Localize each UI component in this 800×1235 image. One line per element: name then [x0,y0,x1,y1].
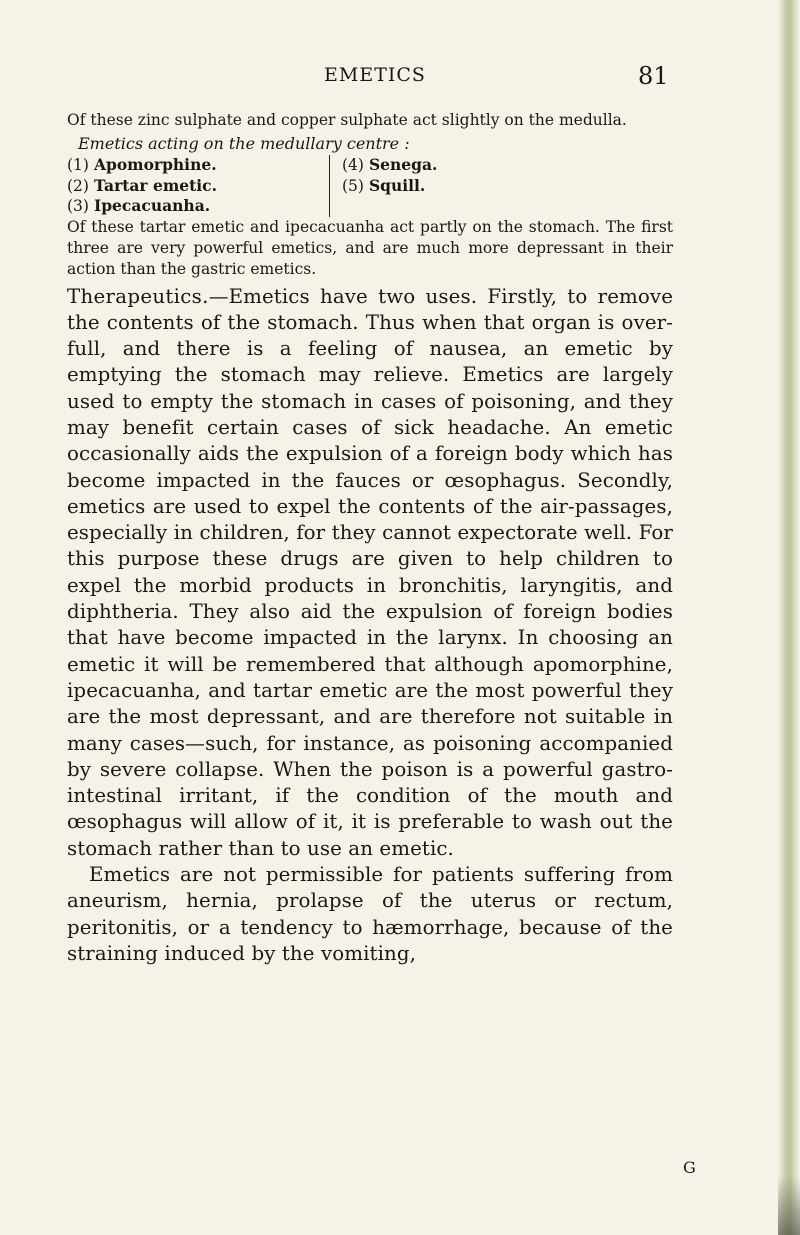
therapeutics-heading: Therapeutics. [67,284,209,308]
running-header [0,62,778,96]
page-binding-edge [778,0,800,1235]
therapeutics-text: —Emetics have two uses. Firstly, to remove the contents of the stomach. Thus when that organ is over-full, and there is a feeling of nausea, an emetic by emptying the stomach may relieve. Emetics are largely used to empty the stomach in cases of poisoning, and they may benefit certain cases of sick headache. An emetic occasionally aids the expulsion of a foreign body which has become impacted in the fauces or œsophagus. Secondly, emetics are used to expel the contents of the air-passages, especially in children, for they cannot expectorate well. For this purpose these drugs are given to help children to expel the morbid products in bronchitis, laryngitis, and diphtheria. They also aid the expulsion of foreign bodies that have become impacted in the larynx. In choosing an emetic it will be remembered that although apomorphine, ipecacuanha, and tartar emetic are the most powerful they are the most depressant, and are therefore not suitable in many cases—such, for instance, as poisoning accompanied by severe collapse. When the poison is a powerful gastro-intestinal irritant, if the condition of the mouth and œsophagus will allow of it, it is preferable to wash out the stomach rather than to use an emetic. [67,284,673,860]
contraindications-paragraph: Emetics are not permissible for patients suffering from aneurism, hernia, prolapse of the uterus or rectum, peritonitis, or a tendency to hæmorrhage, because of the straining induced by the vomiting, [67,863,673,965]
drug-column-right [330,155,437,217]
page-content [67,110,673,967]
intro-paragraph: Of these zinc sulphate and copper sulphate act slightly on the medulla. [67,111,627,129]
binding-shadow [778,1175,800,1235]
comparison-paragraph: Of these tartar emetic and ipecacuanha act partly on the stomach. The first three are very powerful emetics, and are much more depressant in their action than the gastric emetics. [67,217,673,278]
medullary-emetics-list [67,155,673,217]
list-item: (3) Ipecacuanha. [67,196,211,215]
therapeutics-paragraph [67,284,673,863]
page-number: 81 [638,62,669,90]
list-item: (5) Squill. [342,175,426,195]
signature-mark: G [683,1158,696,1177]
medullary-subheading: Emetics acting on the medullary centre : [78,134,410,153]
list-item: (1) Apomorphine. [67,155,217,174]
chapter-title: EMETICS [324,64,426,86]
list-item: (2) Tartar emetic. [67,175,217,195]
drug-column-left [67,155,330,217]
list-item: (4) Senega. [342,155,438,174]
